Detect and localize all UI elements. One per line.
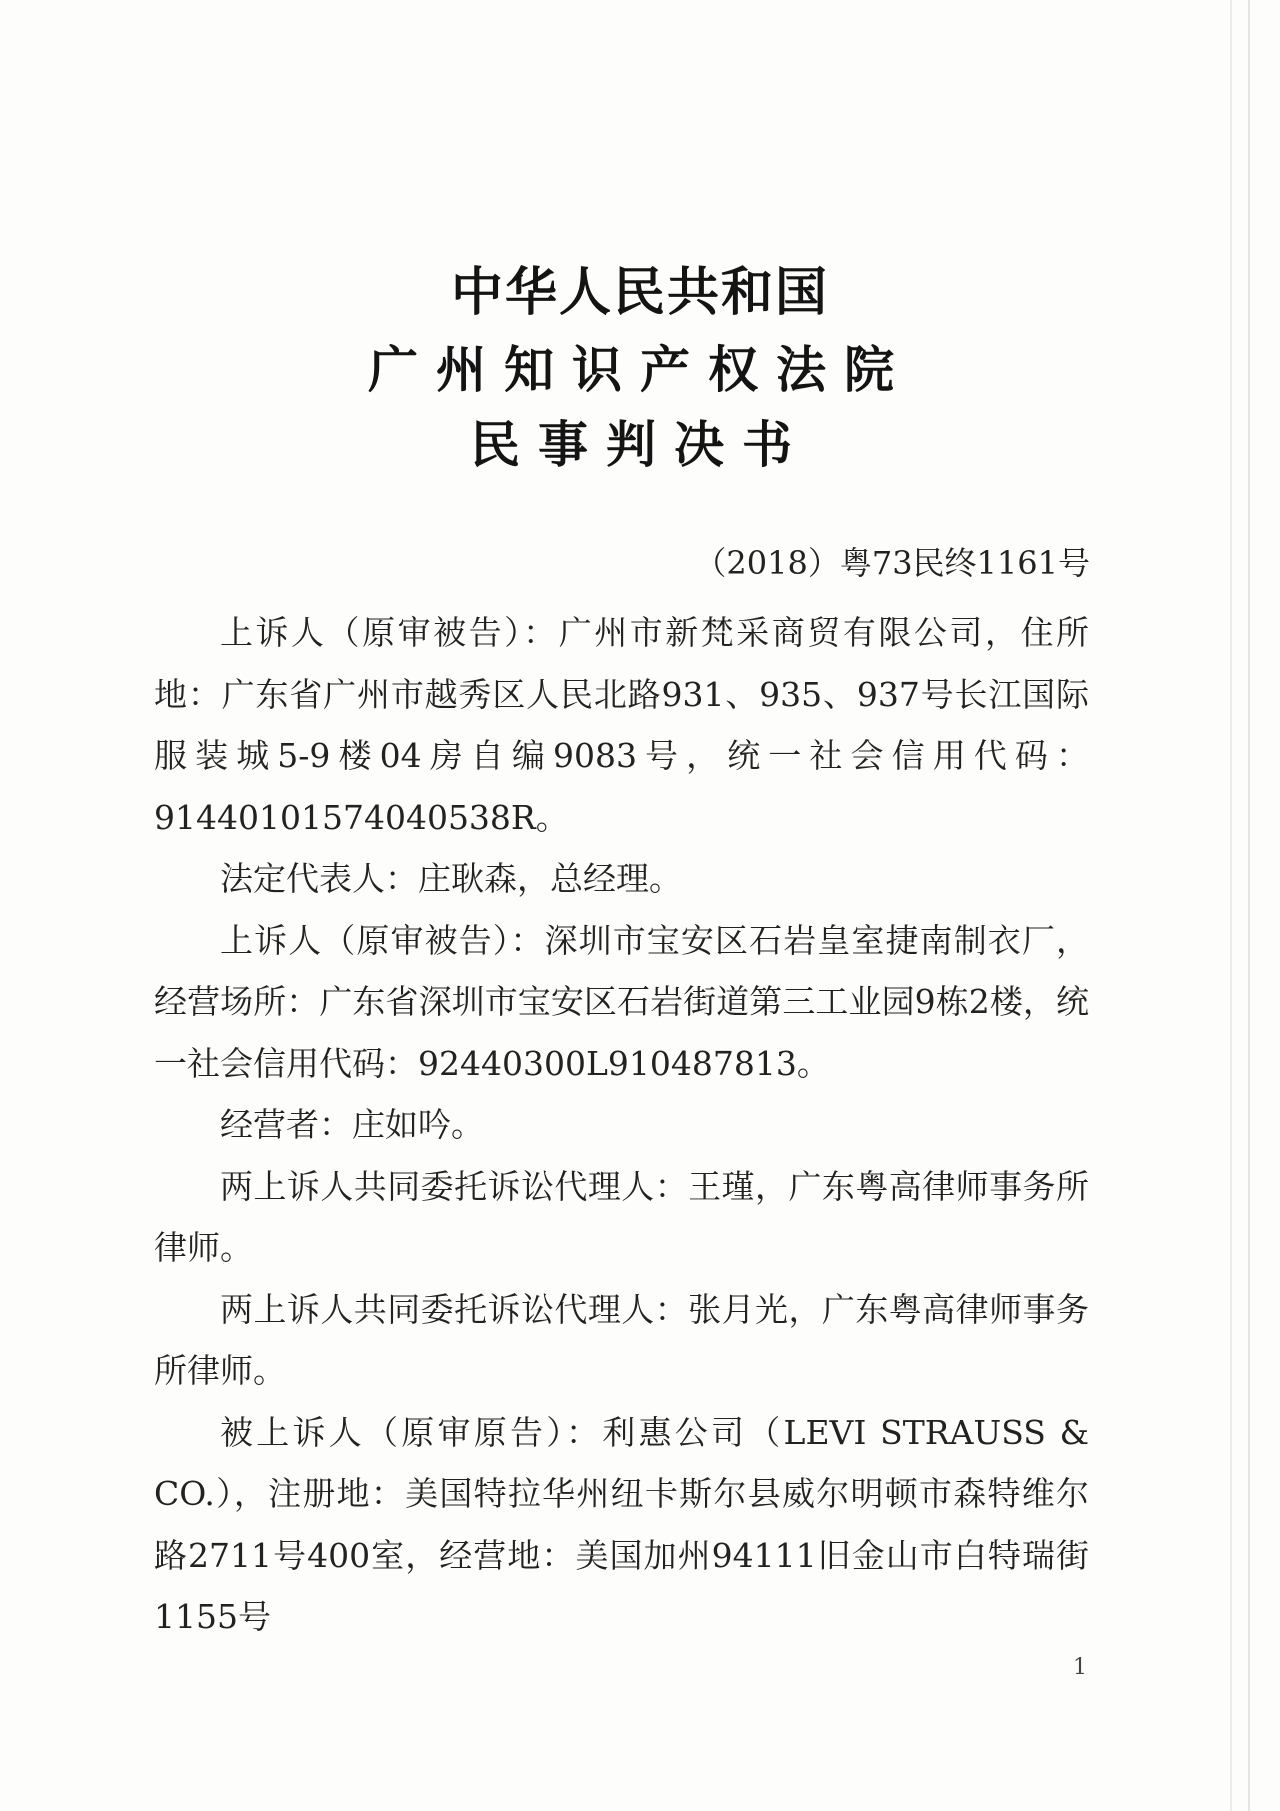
paragraph-appellant-2: 上诉人（原审被告）：深圳市宝安区石岩皇室捷南制衣厂，经营场所：广东省深圳市宝安区石岩街道第三工业园9栋2楼，统一社会信用代码：92440300L910487813。 <box>154 920 1089 1083</box>
heading-document-type: 民事判决书 <box>470 415 810 474</box>
page-number: 1 <box>1073 1655 1087 1680</box>
paragraph-agent-1: 两上诉人共同委托诉讼代理人：王瑾，广东粤高律师事务所律师。 <box>154 1166 1089 1267</box>
document-body <box>154 602 1089 1648</box>
heading-court: 广州知识产权法院 <box>368 340 912 399</box>
heading-country: 中华人民共和国 <box>450 262 829 323</box>
paragraph-operator: 经营者：庄如吟。 <box>220 1105 484 1144</box>
paragraph-appellee: 被上诉人（原审原告）：利惠公司（LEVI STRAUSS & CO.），注册地：美国特拉华州纽卡斯尔县威尔明顿市森特维尔路2711号400室，经营地：美国加州94111旧金山市白特瑞街1155号 <box>154 1412 1089 1636</box>
paragraph-legal-representative: 法定代表人：庄耿森，总经理。 <box>220 859 682 898</box>
case-number: （2018）粤73民终1161号 <box>694 544 1090 582</box>
paragraph-agent-2: 两上诉人共同委托诉讼代理人：张月光，广东粤高律师事务所律师。 <box>154 1289 1089 1390</box>
paragraph-appellant-1: 上诉人（原审被告）：广州市新梵采商贸有限公司，住所地：广东省广州市越秀区人民北路931、935、937号长江国际服装城5-9楼04房自编9083号，统一社会信用代码：91440101574040538R。 <box>154 613 1089 837</box>
